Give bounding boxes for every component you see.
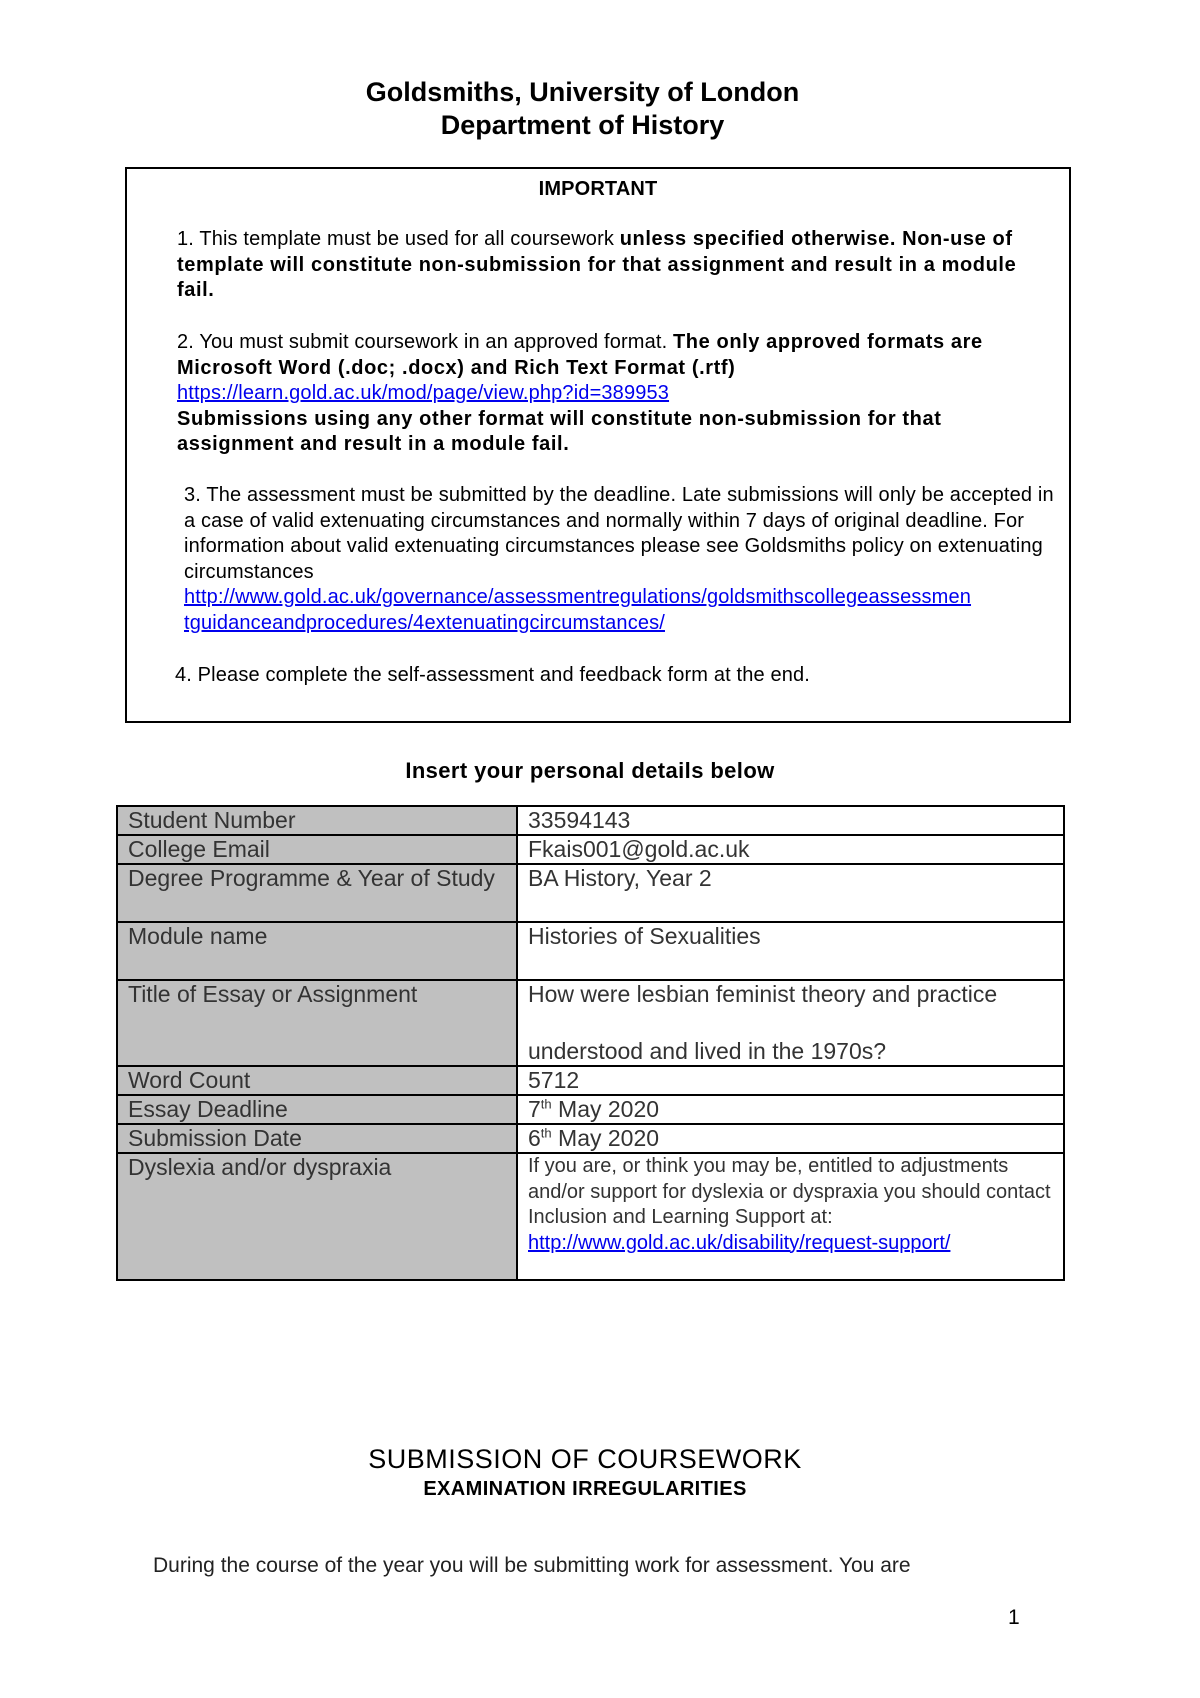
submission-rest: May 2020 [551,1125,660,1151]
submission-date-value[interactable] [517,1124,1064,1153]
submission-suffix: th [540,1125,552,1141]
dyslexia-value [517,1153,1064,1280]
student-number-value[interactable]: 33594143 [517,806,1064,835]
extenuating-circumstances-link[interactable] [184,586,971,634]
notice-item-3-text: 3. The assessment must be submitted by the deadline. Late submissions will only be accepted in a case of valid extenuating circumstances and normally within 7 days of original deadline. For information about valid extenuating circumstances please see Goldsmiths policy on extenuating circumstances [184,484,1054,583]
college-email-label: College Email [117,835,517,864]
deadline-day: 7 [528,1096,541,1122]
important-title: IMPORTANT [538,178,658,200]
table-row [117,864,1064,922]
table-row [117,922,1064,980]
table-row [117,980,1064,1066]
module-label: Module name [117,922,517,980]
dyslexia-text: If you are, or think you may be, entitled to adjustments and/or support for dyslexia or dyspraxia you should contact Inclusion and Learning Support at: [528,1155,1051,1228]
submission-date-label: Submission Date [117,1124,517,1153]
deadline-rest: May 2020 [551,1096,660,1122]
personal-details-table [116,805,1065,1281]
department-name: Department of History [440,110,725,140]
table-row [117,1153,1064,1280]
word-count-label: Word Count [117,1066,517,1095]
essay-title-label: Title of Essay or Assignment [117,980,517,1066]
extenuating-link-line-1[interactable]: http://www.gold.ac.uk/governance/assessmentregulations/goldsmithscollegeassessmen [184,586,972,608]
approved-formats-link[interactable]: https://learn.gold.ac.uk/mod/page/view.php?id=389953 [177,382,670,404]
module-value[interactable]: Histories of Sexualities [517,922,1064,980]
personal-details-heading: Insert your personal details below [405,758,775,783]
table-row [117,1066,1064,1095]
essay-title-line-1: How were lesbian feminist theory and practice [528,981,998,1007]
student-number-label: Student Number [117,806,517,835]
word-count-value[interactable]: 5712 [517,1066,1064,1095]
table-row [117,1124,1064,1153]
notice-item-1 [177,227,1057,304]
notice-item-4: 4. Please complete the self-assessment and feedback form at the end. [175,664,810,686]
extenuating-link-line-2[interactable]: tguidanceandprocedures/4extenuatingcircumstances/ [184,611,665,634]
university-name: Goldsmiths, University of London [365,77,800,107]
page-number: 1 [1008,1606,1020,1629]
notice-item-2-text: 2. You must submit coursework in an approved format. [177,331,673,353]
table-row [117,806,1064,835]
degree-label: Degree Programme & Year of Study [117,864,517,922]
notice-item-2-bold: The only approved formats are Microsoft Word (.doc; .docx) and Rich Text Format (.rtf) [177,331,983,379]
essay-deadline-value[interactable] [517,1095,1064,1124]
submission-title: SUBMISSION OF COURSEWORK [368,1444,802,1474]
submission-day: 6 [528,1125,541,1151]
essay-title-value[interactable] [517,980,1064,1066]
document-header [0,76,1165,142]
notice-item-3 [184,483,1064,636]
college-email-value[interactable]: Fkais001@gold.ac.uk [517,835,1064,864]
notice-item-2 [177,330,1057,458]
submission-subtitle: EXAMINATION IRREGULARITIES [423,1478,747,1500]
degree-value[interactable]: BA History, Year 2 [517,864,1064,922]
table-row [117,1095,1064,1124]
table-row [117,835,1064,864]
disability-support-link[interactable]: http://www.gold.ac.uk/disability/request-support/ [528,1231,951,1254]
notice-item-2-warning: Submissions using any other format will constitute non-submission for that assignment and result in a module fail. [177,407,942,455]
essay-title-line-2: understood and lived in the 1970s? [528,1038,887,1064]
notice-item-1-bold: unless specified otherwise. Non-use of template will constitute non-submission for that assignment and result in a module fail. [177,228,1017,301]
deadline-suffix: th [540,1096,552,1112]
notice-item-1-text: 1. This template must be used for all coursework [177,228,620,250]
essay-deadline-label: Essay Deadline [117,1095,517,1124]
body-paragraph: During the course of the year you will be submitting work for assessment. You are [153,1554,911,1577]
dyslexia-label: Dyslexia and/or dyspraxia [117,1153,517,1280]
